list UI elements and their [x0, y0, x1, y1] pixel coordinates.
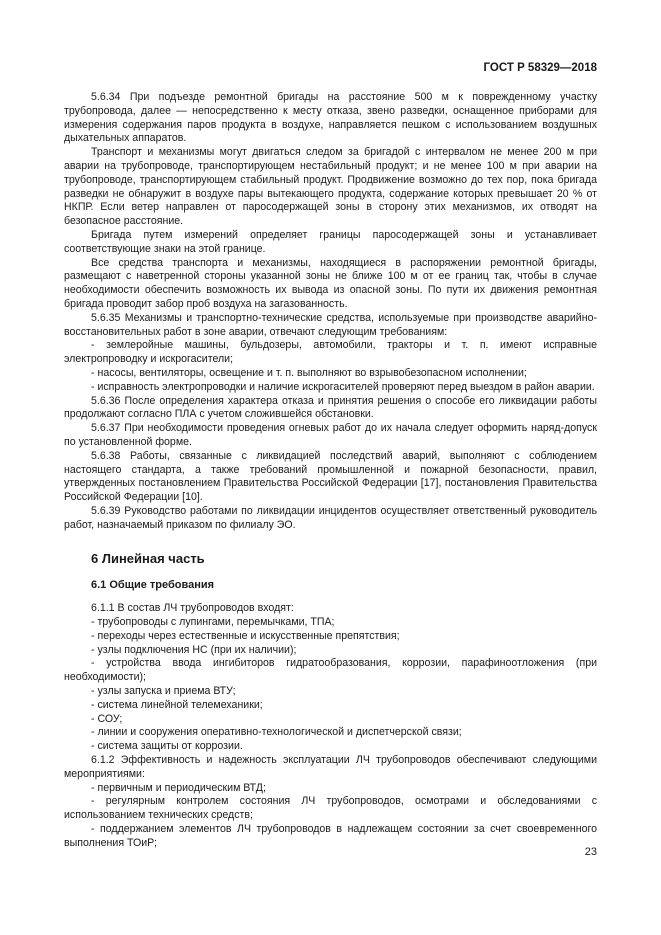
list-item: - СОУ;: [91, 712, 123, 725]
list-item: - первичным и периодическим ВТД;: [91, 781, 266, 794]
paragraph: 5.6.38 Работы, связанные с ликвидацией последствий аварий, выполняют с соблюдением настоящего стандарта, а также требований промышленной и пожарной безопасности, правил, утвержденных постановлением Правительства Российской Федерации [17], постановления Правительства Российской Федерации [10].: [64, 449, 597, 504]
paragraph: Бригада путем измерений определяет границы паросодержащей зоны и устанавливает соответствующие знаки на этой границе.: [64, 228, 597, 255]
paragraph: Все средства транспорта и механизмы, находящиеся в распоряжении ремонтной бригады, размещают с наветренной стороны указанной зоны не ближе 100 м от ее границ так, чтобы в случае необходимости обеспечить возможность их вывода из опасной зоны. По пути их движения ремонтная бригада проводит забор проб воздуха на загазованность.: [64, 256, 597, 310]
list-item: - насосы, вентиляторы, освещение и т. п. выполняют во взрывобезопасном исполнении;: [91, 366, 527, 379]
list-item: - узлы запуска и приема ВТУ;: [91, 685, 236, 698]
list-item: - регулярным контролем состояния ЛЧ трубопроводов, осмотрами и обследованиями с использованием технических средств;: [64, 795, 597, 822]
paragraph: 5.6.34 При подъезде ремонтной бригады на расстояние 500 м к поврежденному участку трубопровода, далее — непосредственно к месту отказа, звено разведки, оснащенное приборами для измерения содержания паров продукта в воздухе, направляется пешком с использованием воздушных дыхательных аппаратов.: [64, 91, 597, 145]
document-header: ГОСТ Р 58329—2018: [483, 62, 597, 74]
list-item: - узлы подключения НС (при их наличии);: [91, 643, 297, 656]
list-item: - трубопроводы с лупингами, перемычками, ТПА;: [91, 616, 335, 629]
paragraph: 5.6.39 Руководство работами по ликвидации инцидентов осуществляет ответственный руководитель работ, назначаемый приказом по филиалу ЭО.: [64, 504, 597, 531]
paragraphs-top: [64, 91, 597, 533]
paragraph: Транспорт и механизмы могут двигаться следом за бригадой с интервалом не менее 200 м при аварии на трубопроводе, транспортирующем нестабильный продукт; и не менее 100 м при аварии на трубопроводе, транспортирующем стабильный продукт. Продвижение возможно до тех пор, пока бригада разведки не обнаружит в воздухе пары вытекающего продукта, содержание которых превышает 20 % от НКПР. Если ветер направлен от паросодержащей зоны в сторону этих механизмов, их отводят на безопасное расстояние.: [64, 146, 597, 228]
paragraphs-bottom: [64, 602, 597, 850]
paragraph: 5.6.35 Механизмы и транспортно-технические средства, используемые при производстве аварийно-восстановительных работ в зоне аварии, отвечают следующим требованиям:: [64, 311, 597, 338]
document-body: [64, 91, 597, 851]
subsection-title: 6.1 Общие требования: [91, 578, 215, 591]
section-title: 6 Линейная часть: [91, 550, 205, 566]
list-item: - исправность электропроводки и наличие искрогасителей проверяют перед выездом в район аварии.: [91, 380, 595, 393]
list-item: - поддержанием элементов ЛЧ трубопроводов в надлежащем состоянии за счет своевременного выполнения ТОиР;: [64, 823, 597, 849]
page-number: 23: [584, 846, 597, 858]
list-item: - переходы через естественные и искусственные препятствия;: [91, 629, 400, 642]
paragraph: 6.1.2 Эффективность и надежность эксплуатации ЛЧ трубопроводов обеспечивают следующими мероприятиями:: [64, 754, 597, 780]
list-item: - устройства ввода ингибиторов гидратообразования, коррозии, парафиноотложения (при необходимости);: [64, 657, 597, 684]
paragraph: 5.6.36 После определения характера отказа и принятия решения о способе его ликвидации работы продолжают согласно ПЛА с учетом сложившейся обстановки.: [64, 394, 597, 421]
list-item: - землеройные машины, бульдозеры, автомобили, тракторы и т. п. имеют исправные электропроводку и искрогасители;: [64, 339, 597, 366]
list-item: - линии и сооружения оперативно-технологической и диспетчерской связи;: [91, 726, 462, 739]
paragraph: 5.6.37 При необходимости проведения огневых работ до их начала следует оформить наряд-допуск по установленной форме.: [64, 422, 597, 448]
list-item: - система защиты от коррозии.: [91, 740, 243, 753]
list-item: - система линейной телемеханики;: [91, 698, 263, 711]
paragraph: 6.1.1 В состав ЛЧ трубопроводов входят:: [91, 602, 294, 615]
